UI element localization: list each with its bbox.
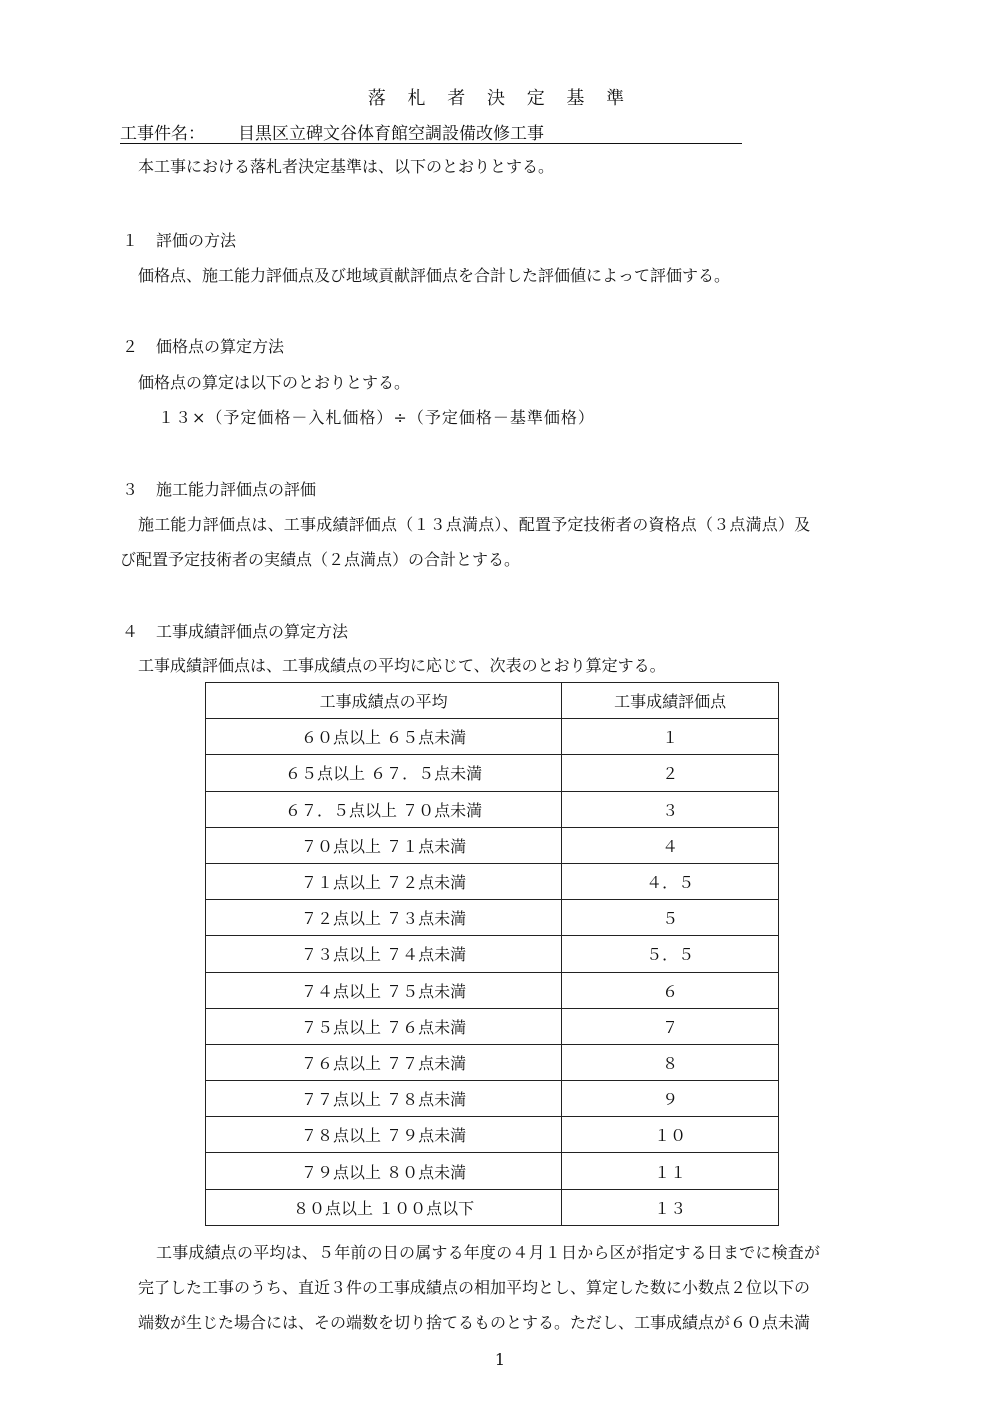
table-row	[206, 1044, 779, 1080]
table-row	[206, 1081, 779, 1117]
table-row	[206, 1117, 779, 1153]
section-3-heading	[122, 477, 316, 500]
table-cell-score: ５．５	[562, 936, 779, 972]
table-cell-average: ７１点以上 ７２点未満	[206, 863, 562, 899]
section-1-heading	[122, 228, 236, 251]
section-2-text: 価格点の算定は以下のとおりとする。	[138, 373, 411, 392]
table-cell-average: ７８点以上 ７９点未満	[206, 1117, 562, 1153]
table-cell-score: ４	[562, 827, 779, 863]
table-row	[206, 719, 779, 755]
table-header-row	[206, 683, 779, 719]
closing-text-line-2: 完了した工事のうち、直近３件の工事成績点の相加平均とし、算定した数に小数点２位以下の	[138, 1278, 811, 1297]
table-cell-average: ８０点以上 １００点以下	[206, 1189, 562, 1225]
intro-text: 本工事における落札者決定基準は、以下のとおりとする。	[138, 157, 555, 176]
table-row	[206, 1008, 779, 1044]
section-number: １	[122, 231, 139, 250]
table-cell-average: ７２点以上 ７３点未満	[206, 900, 562, 936]
section-number: ４	[122, 622, 139, 641]
table-cell-score: ４．５	[562, 863, 779, 899]
table-cell-score: １１	[562, 1153, 779, 1189]
table-cell-average: ６０点以上 ６５点未満	[206, 719, 562, 755]
table-cell-average: ７９点以上 ８０点未満	[206, 1153, 562, 1189]
table-row	[206, 900, 779, 936]
price-formula: １３×（予定価格－入札価格）÷（予定価格－基準価格）	[158, 408, 595, 427]
table-cell-score: ３	[562, 791, 779, 827]
table-cell-score: １	[562, 719, 779, 755]
table-row	[206, 1153, 779, 1189]
column-header: 工事成績評価点	[562, 683, 779, 719]
table-row	[206, 791, 779, 827]
table-row	[206, 1189, 779, 1225]
table-cell-score: ７	[562, 1008, 779, 1044]
table-row	[206, 972, 779, 1008]
table-row	[206, 863, 779, 899]
table-cell-score: ５	[562, 900, 779, 936]
section-number: ２	[122, 337, 139, 356]
section-4-heading	[122, 619, 348, 642]
project-label: 工事件名：	[120, 124, 205, 144]
section-2-heading	[122, 334, 284, 357]
section-title: 工事成績評価点の算定方法	[156, 622, 349, 641]
table-cell-score: ９	[562, 1081, 779, 1117]
section-title: 評価の方法	[156, 231, 237, 250]
table-cell-score: ２	[562, 755, 779, 791]
table-cell-score: １０	[562, 1117, 779, 1153]
section-3-text-line-1: 施工能力評価点は、工事成績評価点（１３点満点）、配置予定技術者の資格点（３点満点）及	[138, 515, 811, 534]
table-row	[206, 827, 779, 863]
score-table	[205, 682, 779, 1226]
section-title: 施工能力評価点の評価	[156, 480, 317, 499]
section-4-text: 工事成績評価点は、工事成績点の平均に応じて、次表のとおり算定する。	[138, 656, 666, 675]
closing-text-line-1: 工事成績点の平均は、５年前の日の属する年度の４月１日から区が指定する日までに検査が	[156, 1243, 821, 1262]
table-row	[206, 936, 779, 972]
section-3-text-line-2: び配置予定技術者の実績点（２点満点）の合計とする。	[120, 550, 521, 569]
table-cell-average: ７４点以上 ７５点未満	[206, 972, 562, 1008]
document-title: 落 札 者 決 定 基 準	[367, 88, 633, 109]
table-cell-score: １３	[562, 1189, 779, 1225]
column-header: 工事成績点の平均	[206, 683, 562, 719]
table-cell-average: ７５点以上 ７６点未満	[206, 1008, 562, 1044]
table-cell-average: ７３点以上 ７４点未満	[206, 936, 562, 972]
closing-text-line-3: 端数が生じた場合には、その端数を切り捨てるものとする。ただし、工事成績点が６０点未満	[138, 1313, 811, 1332]
table-cell-average: ７７点以上 ７８点未満	[206, 1081, 562, 1117]
table-cell-average: ７６点以上 ７７点未満	[206, 1044, 562, 1080]
section-number: ３	[122, 480, 139, 499]
table-cell-average: ６５点以上 ６７．５点未満	[206, 755, 562, 791]
table-row	[206, 755, 779, 791]
table-cell-score: ８	[562, 1044, 779, 1080]
table-cell-average: ６７．５点以上 ７０点未満	[206, 791, 562, 827]
table-cell-score: ６	[562, 972, 779, 1008]
section-title: 価格点の算定方法	[156, 337, 285, 356]
section-1-text: 価格点、施工能力評価点及び地域貢献評価点を合計した評価値によって評価する。	[138, 266, 731, 285]
project-name-line	[120, 119, 742, 144]
page-number: 1	[494, 1350, 506, 1369]
table-cell-average: ７０点以上 ７１点未満	[206, 827, 562, 863]
project-name: 目黒区立碑文谷体育館空調設備改修工事	[238, 124, 544, 144]
